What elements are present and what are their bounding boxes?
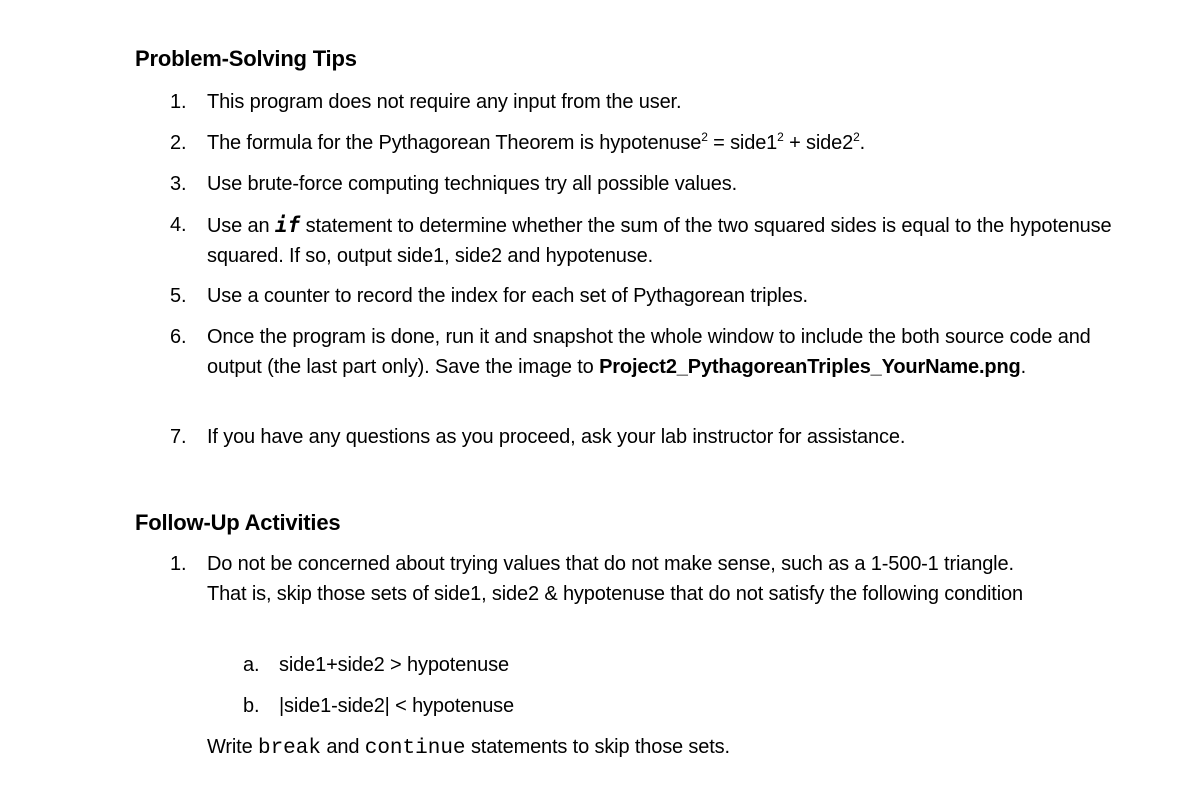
code-keyword-if: if [274,213,301,237]
code-keyword-continue: continue [364,737,466,760]
condition-item-a [243,651,1123,681]
condition-letter: b. [243,695,260,717]
tip-item-6 [170,323,1130,382]
heading-problem-solving-tips: Problem-Solving Tips [135,46,357,71]
tip-text: Use brute-force computing techniques try all possible values. [207,173,738,195]
condition-letter: a. [243,654,260,676]
tip-number: 6. [170,326,187,348]
condition-text: side1+side2 > hypotenuse [279,654,509,676]
formula-text: = side1 [707,132,778,154]
tip-item-2 [170,129,1130,159]
tip-item-4 [170,211,1130,271]
tip-number: 4. [170,214,187,236]
superscript: 2 [853,130,860,144]
code-keyword-break: break [257,737,321,760]
condition-text: |side1-side2| < hypotenuse [279,695,514,717]
tip-number: 5. [170,285,187,307]
closing-text: and [320,736,365,758]
followup-number: 1. [170,553,187,575]
tip-text [207,211,1130,271]
closing-instruction [207,733,730,764]
filename-bold: Project2_PythagoreanTriples_YourName.png [599,355,1021,378]
tip-text-part: Once the program is done, run it and snapshot the whole window to include the both source code and output (the last part only). Save the image to [207,326,1091,378]
tip-text [207,129,1130,159]
tip-text [207,323,1130,382]
formula-text: . [859,132,866,154]
closing-text: Write [207,736,258,758]
tip-text-part: statement to determine whether the sum of the two squared sides is equal to the hypotenuse squared. If so, output side1, side2 and hypotenuse. [207,215,1112,267]
tip-number: 1. [170,91,187,113]
followup-item-1 [170,550,1130,609]
tip-item-7 [170,423,1130,453]
superscript: 2 [777,130,784,144]
tip-text: This program does not require any input from the user. [207,91,682,113]
tip-item-3 [170,170,1130,200]
tip-item-1 [170,88,1130,118]
formula-text: The formula for the Pythagorean Theorem is hypotenuse [207,132,702,154]
tip-text: Use a counter to record the index for each set of Pythagorean triples. [207,285,808,307]
closing-text: statements to skip those sets. [465,736,730,758]
tip-number: 2. [170,132,187,154]
formula-text: + side2 [783,132,854,154]
tip-text-part: Use an [207,215,275,237]
tip-item-5 [170,282,1130,312]
condition-item-b [243,692,1123,722]
superscript: 2 [701,130,708,144]
tip-text-part: . [1020,355,1027,378]
tip-number: 3. [170,173,187,195]
tip-text: If you have any questions as you proceed, ask your lab instructor for assistance. [207,426,906,448]
heading-follow-up-activities: Follow-Up Activities [135,510,341,535]
followup-text: Do not be concerned about trying values that do not make sense, such as a 1-500-1 triangle. That is, skip those sets of side1, side2 & hypotenuse that do not satisfy the following condition [207,553,1023,605]
tip-number: 7. [170,426,187,448]
